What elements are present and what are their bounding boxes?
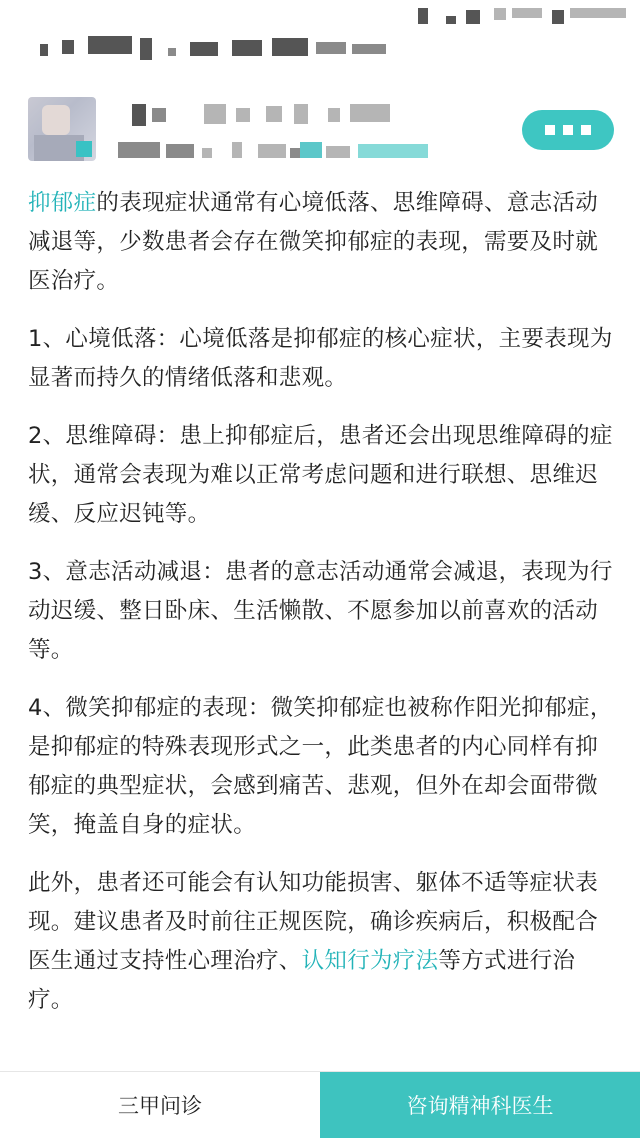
paragraph-summary: 此外，患者还可能会有认知功能损害、躯体不适等症状表现。建议患者及时前往正规医院，确诊疾病后，积极配合医生通过支持性心理治疗、认知行为疗法等方式进行治疗。 [28, 870, 599, 1013]
depression-link[interactable]: 抑郁症 [28, 190, 97, 216]
bottom-action-bar [0, 1071, 640, 1138]
paragraph-3: 3、意志活动减退：患者的意志活动通常会减退，表现为行动迟缓、整日卧床、生活懒散、不愿参加以前喜欢的活动等。 [28, 559, 613, 663]
consult-psychiatrist-button[interactable]: 咨询精神科医生 [320, 1072, 640, 1138]
cbt-link[interactable]: 认知行为疗法 [301, 948, 439, 974]
verified-badge-icon [76, 141, 92, 157]
author-row [0, 92, 640, 172]
paragraph-1: 1、心境低落：心境低落是抑郁症的核心症状，主要表现为显著而持久的情绪低落和悲观。 [28, 326, 613, 391]
paragraph-4: 4、微笑抑郁症的表现：微笑抑郁症也被称作阳光抑郁症，是抑郁症的特殊表现形式之一，此类患者的内心同样有抑郁症的典型症状，会感到痛苦、悲观，但外在却会面带微笑，掩盖自身的症状。 [28, 695, 613, 838]
paragraph-2: 2、思维障碍：患上抑郁症后，患者还会出现思维障碍的症状，通常会表现为难以正常考虑问题和进行联想、思维迟缓、反应迟钝等。 [28, 423, 613, 527]
more-dots-icon [545, 125, 555, 135]
follow-button[interactable] [522, 110, 614, 150]
article-body [28, 184, 618, 1039]
author-avatar[interactable] [28, 97, 96, 161]
paragraph-intro: 抑郁症的表现症状通常有心境低落、思维障碍、意志活动减退等，少数患者会存在微笑抑郁症的表现，需要及时就医治疗。 [28, 190, 599, 294]
tertiary-consult-button[interactable]: 三甲问诊 [0, 1072, 320, 1138]
blurred-header [0, 32, 640, 72]
status-bar [0, 0, 640, 30]
